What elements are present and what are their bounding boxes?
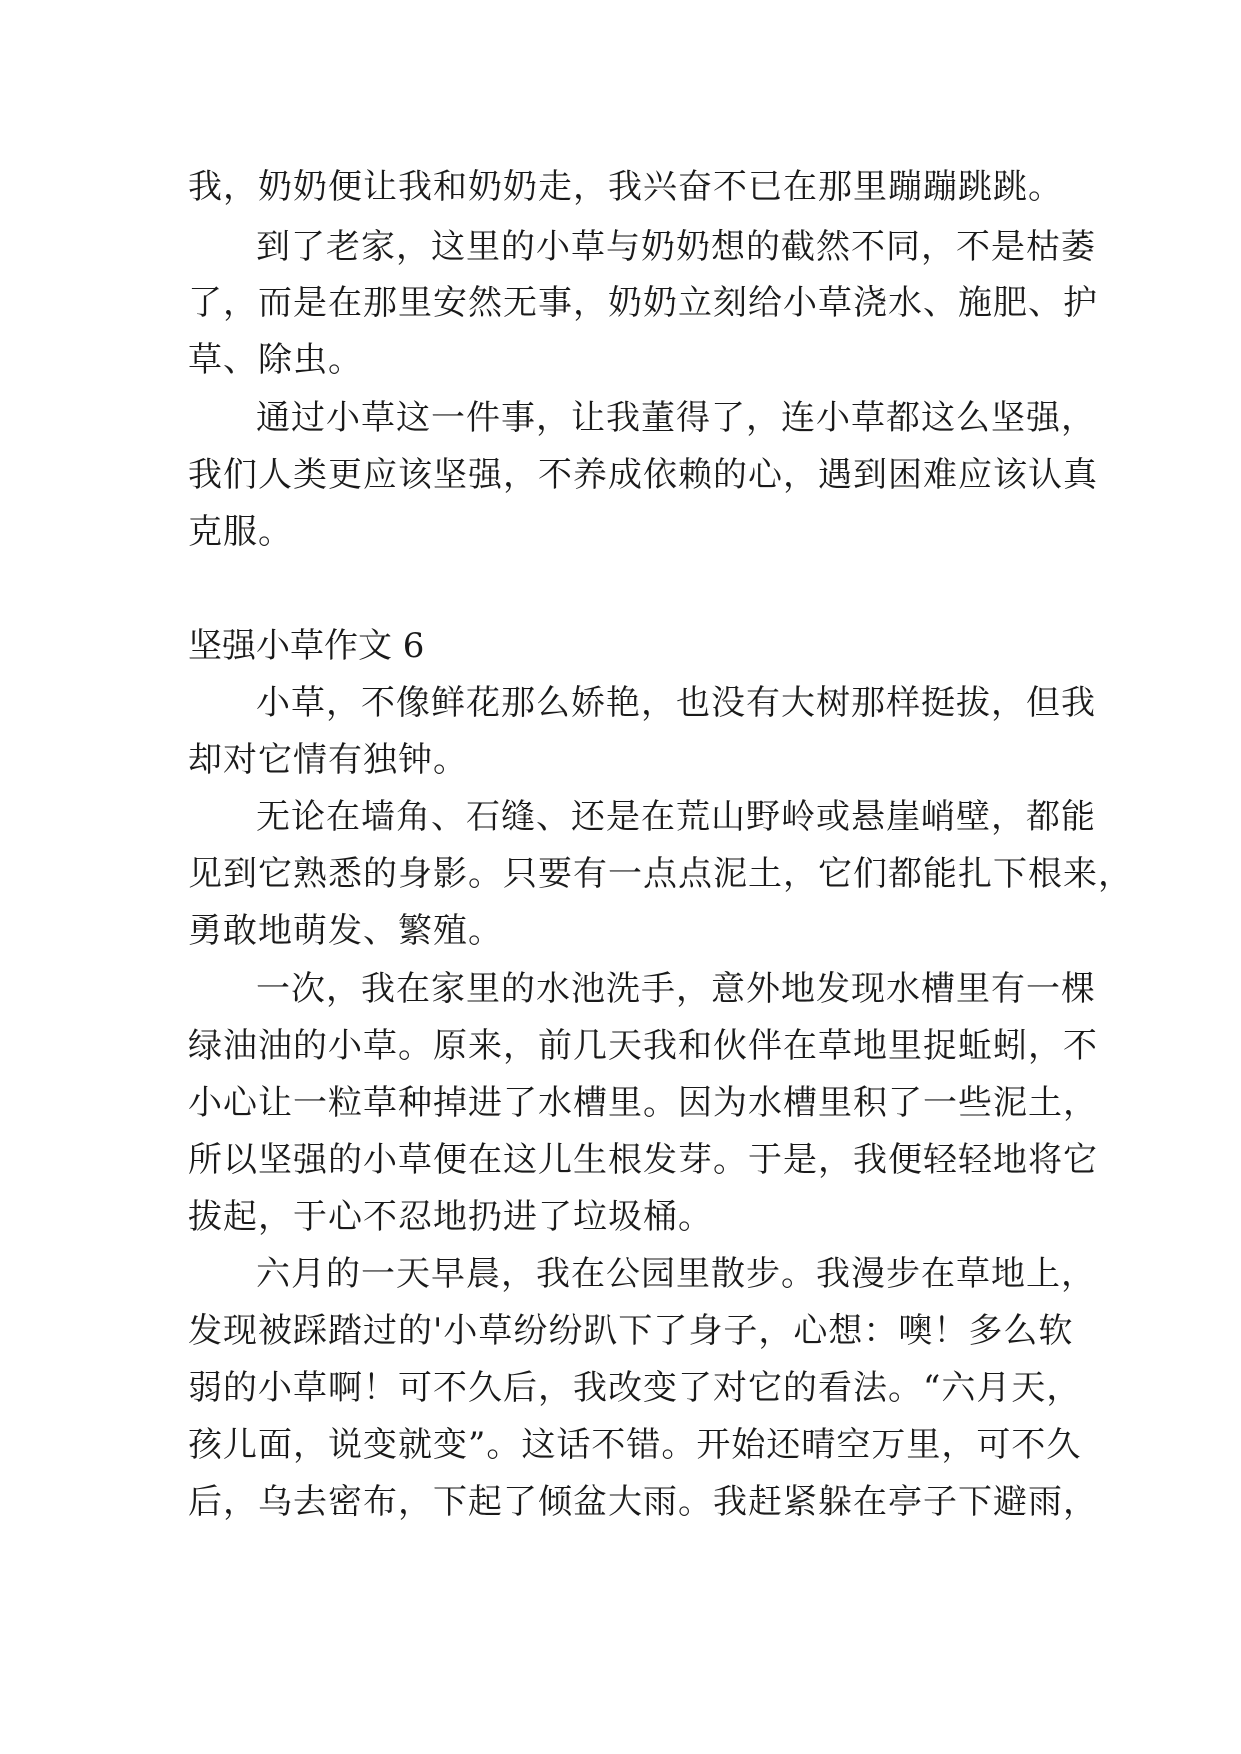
paragraph-first-line: 无论在墙角、石缝、还是在荒山野岭或悬崖峭壁，都能 xyxy=(256,797,1096,837)
text-line: 了，而是在那里安然无事，奶奶立刻给小草浇水、施肥、护 xyxy=(188,283,1098,323)
paragraph-first-line: 通过小草这一件事，让我董得了，连小草都这么坚强， xyxy=(256,398,1096,438)
text-line: 克服。 xyxy=(188,512,293,552)
text-line: 所以坚强的小草便在这儿生根发芽。于是，我便轻轻地将它 xyxy=(188,1140,1098,1180)
text-line: 却对它情有独钟。 xyxy=(188,740,468,780)
paragraph-first-line: 到了老家，这里的小草与奶奶想的截然不同，不是枯萎 xyxy=(256,227,1096,267)
paragraph-first-line: 小草，不像鲜花那么娇艳，也没有大树那样挺拔，但我 xyxy=(256,683,1096,723)
text-line: 孩儿面，说变就变”。这话不错。开始还晴空万里，可不久 xyxy=(188,1425,1082,1465)
text-line: 我们人类更应该坚强，不养成依赖的心，遇到困难应该认真 xyxy=(188,455,1098,495)
text-line: 后，乌去密布，下起了倾盆大雨。我赶紧躲在亭子下避雨， xyxy=(188,1482,1098,1522)
text-line: 草、除虫。 xyxy=(188,340,363,380)
text-line: 我，奶奶便让我和奶奶走，我兴奋不已在那里蹦蹦跳跳。 xyxy=(188,167,1063,207)
section-heading: 坚强小草作文 6 xyxy=(188,626,425,666)
text-line: 拔起，于心不忍地扔进了垃圾桶。 xyxy=(188,1197,713,1237)
text-line: 弱的小草啊！可不久后，我改变了对它的看法。“六月天， xyxy=(188,1368,1082,1408)
paragraph-first-line: 六月的一天早晨，我在公园里散步。我漫步在草地上， xyxy=(256,1254,1096,1294)
text-line: 发现被踩踏过的'小草纷纷趴下了身子，心想：噢！多么软 xyxy=(188,1311,1074,1351)
text-line: 见到它熟悉的身影。只要有一点点泥土，它们都能扎下根来， xyxy=(188,854,1133,894)
text-line: 小心让一粒草种掉进了水槽里。因为水槽里积了一些泥土， xyxy=(188,1083,1098,1123)
text-line: 勇敢地萌发、繁殖。 xyxy=(188,911,503,951)
text-line: 绿油油的小草。原来，前几天我和伙伴在草地里捉蚯蚓，不 xyxy=(188,1026,1098,1066)
paragraph-first-line: 一次，我在家里的水池洗手，意外地发现水槽里有一棵 xyxy=(256,969,1096,1009)
